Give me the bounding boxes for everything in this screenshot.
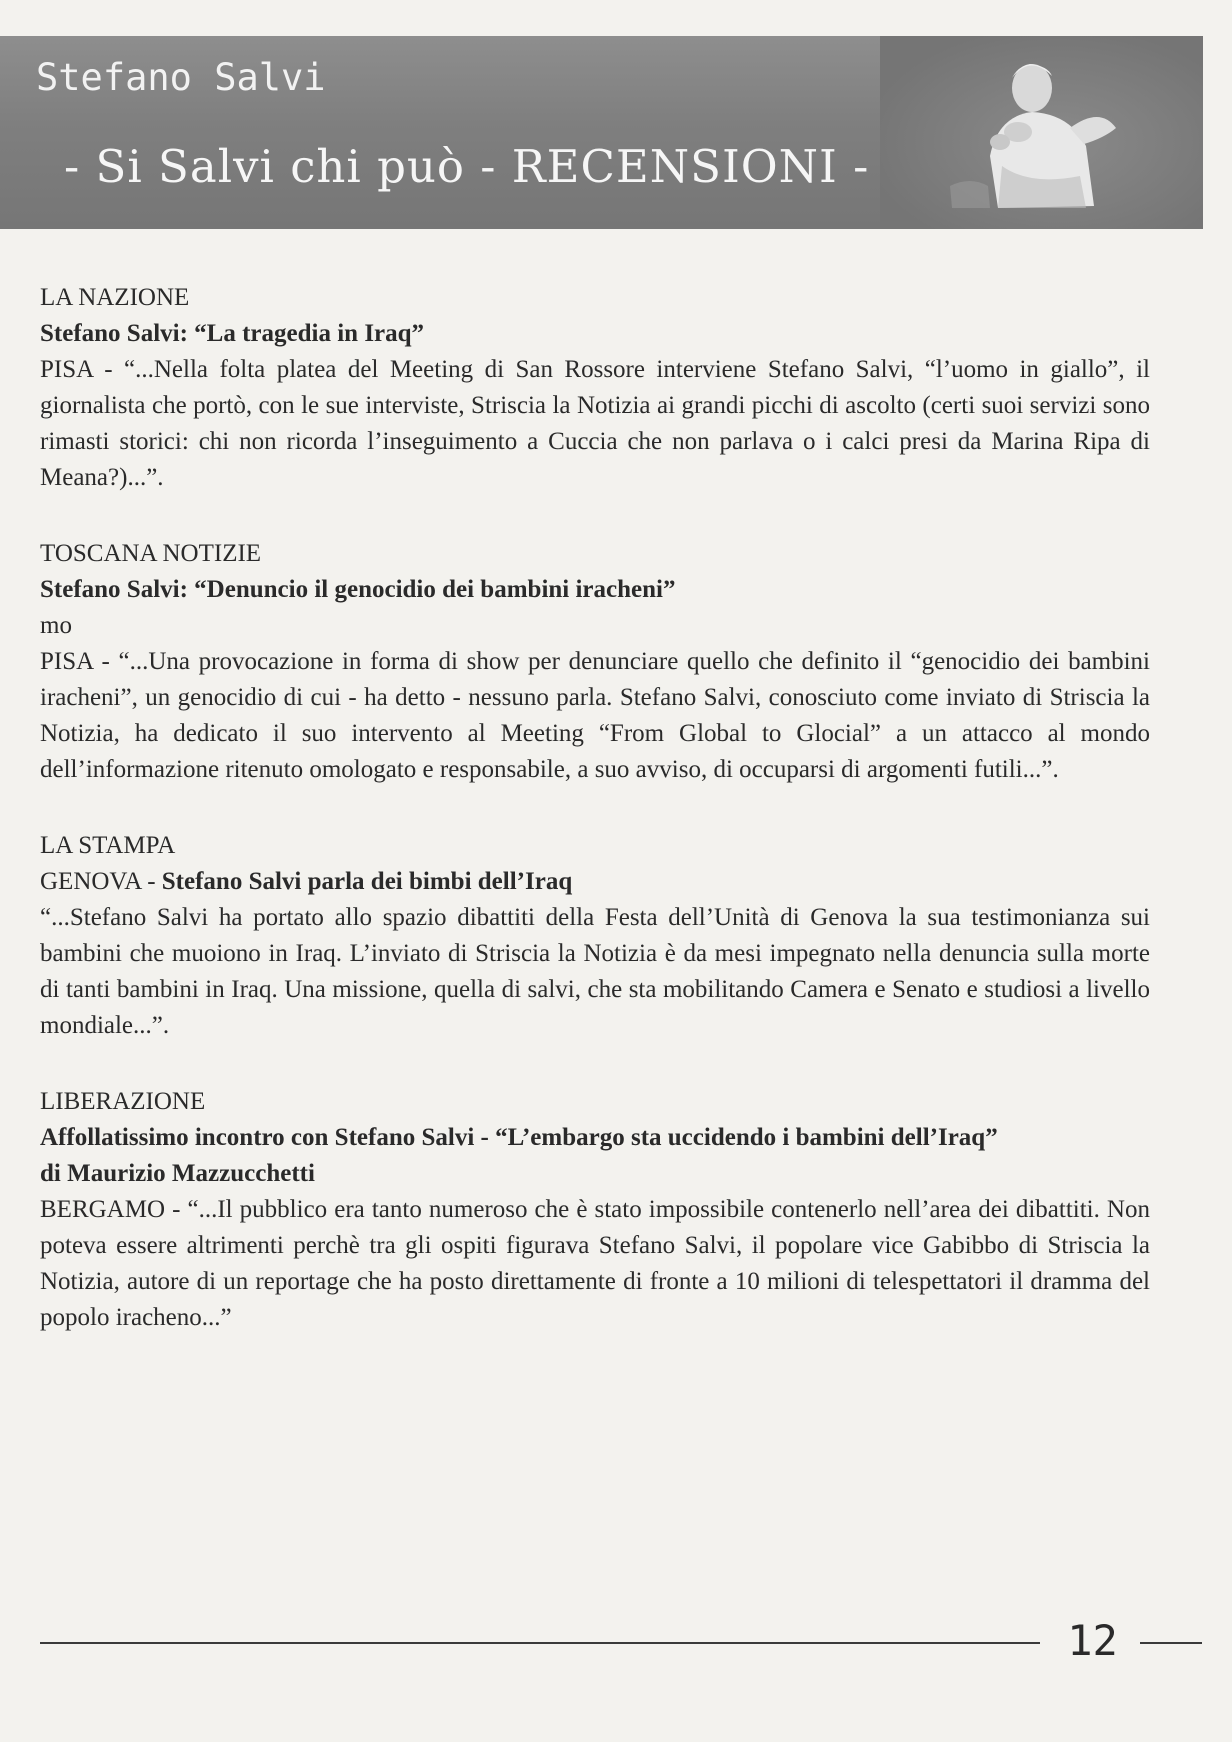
page-number: 12 xyxy=(1067,1616,1118,1665)
review-source: TOSCANA NOTIZIE xyxy=(40,540,262,567)
review-toscana-notizie xyxy=(40,536,1150,788)
header-banner xyxy=(0,36,1203,229)
review-la-nazione xyxy=(40,280,1150,496)
review-byline: di Maurizio Mazzucchetti xyxy=(40,1160,315,1187)
review-source: LA NAZIONE xyxy=(40,284,190,311)
review-liberazione xyxy=(40,1084,1150,1336)
review-headline-line xyxy=(40,864,1150,900)
banner-subtitle: - Si Salvi chi può - RECENSIONI - xyxy=(64,140,870,193)
review-body: PISA - “...Una provocazione in forma di show per denunciare quello che definito il “genocidio dei bambini iracheni”, un genocidio di cui - ha detto - nessuno parla. Stefano Salvi, conosciuto come inviato di Striscia la Notizia, ha dedicato il suo intervento al Meeting “From Global to Glocial” a un attacco al mondo dell’informazione ritenuto omologato e responsabile, a suo avviso, di occuparsi di argomenti futili...”. xyxy=(40,648,1150,783)
review-source: LIBERAZIONE xyxy=(40,1088,206,1115)
performer-photo xyxy=(880,36,1203,229)
review-headline: Affollatissimo incontro con Stefano Salvi - “L’embargo sta uccidendo i bambini dell’Iraq” xyxy=(40,1124,998,1151)
footer-rule-left xyxy=(40,1642,1040,1644)
review-headline: Stefano Salvi parla dei bimbi dell’Iraq xyxy=(161,868,573,895)
review-extra-text: mo xyxy=(40,612,72,639)
review-headline: Stefano Salvi: “La tragedia in Iraq” xyxy=(40,320,425,347)
banner-name: Stefano Salvi xyxy=(36,56,326,99)
review-body: “...Stefano Salvi ha portato allo spazio dibattiti della Festa dell’Unità di Genova la sua testimonianza sui bambini che muoiono in Iraq. L’inviato di Striscia la Notizia è da mesi impegnato nella denuncia sulla morte di tanti bambini in Iraq. Una missione, quella di salvi, che sta mobilitando Camera e Senato e studiosi a livello mondiale...”. xyxy=(40,904,1150,1039)
review-body: PISA - “...Nella folta platea del Meeting di San Rossore interviene Stefano Salvi, “l’uomo in giallo”, il giornalista che portò, con le sue interviste, Striscia la Notizia ai grandi picchi di ascolto (certi suoi servizi sono rimasti storici: chi non ricorda l’inseguimento a Cuccia che non parlava o i calci presi da Marina Ripa di Meana?)...”. xyxy=(40,356,1150,491)
review-source: LA STAMPA xyxy=(40,832,176,859)
footer-rule-right xyxy=(1140,1642,1202,1644)
review-headline: Stefano Salvi: “Denuncio il genocidio dei bambini iracheni” xyxy=(40,576,676,603)
review-la-stampa xyxy=(40,828,1150,1044)
review-location: GENOVA - xyxy=(40,868,162,895)
review-body: BERGAMO - “...Il pubblico era tanto numeroso che è stato impossibile contenerlo nell’area dei dibattiti. Non poteva essere altrimenti perchè tra gli ospiti figurava Stefano Salvi, il popolare vice Gabibbo di Striscia la Notizia, autore di un reportage che ha posto direttamente di fronte a 10 milioni di telespettatori il dramma del popolo iracheno...” xyxy=(40,1196,1150,1331)
reviews-section xyxy=(40,280,1150,1376)
